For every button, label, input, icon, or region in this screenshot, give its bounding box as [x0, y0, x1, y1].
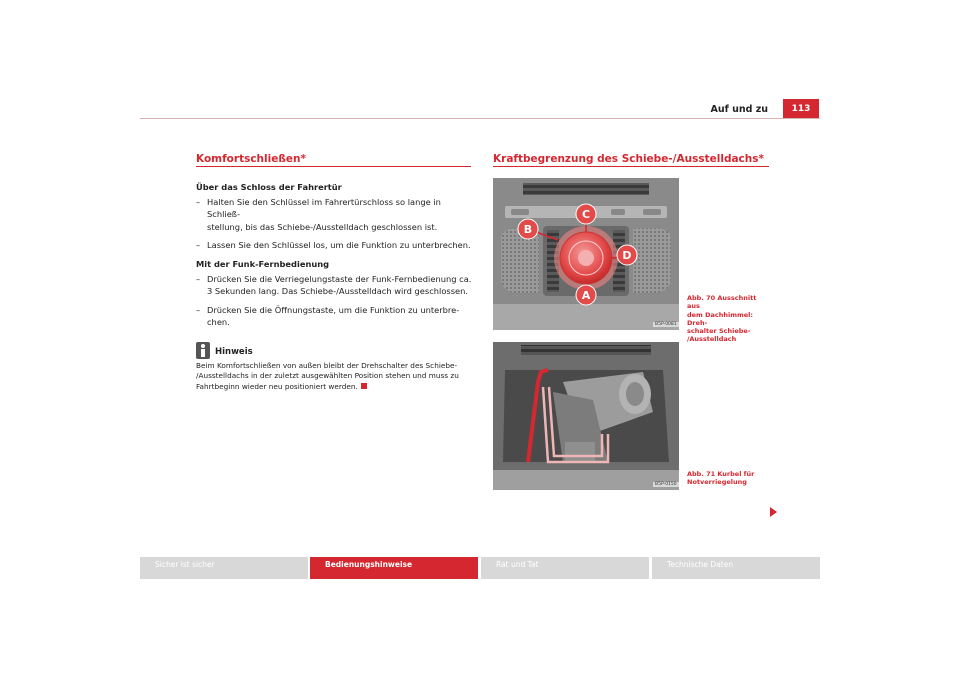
left-section-title: Komfortschließen* — [196, 153, 306, 165]
crank-illustration — [493, 342, 679, 490]
page-number: 113 — [783, 99, 819, 119]
left-column-text — [196, 181, 476, 392]
info-icon — [196, 342, 210, 359]
header-divider — [140, 118, 820, 119]
footer-tab-advice[interactable]: Rat und Tat — [481, 557, 649, 579]
next-page-arrow-icon[interactable] — [770, 507, 777, 517]
figure-emergency-crank — [493, 342, 679, 490]
list-item: – Lassen Sie den Schlüssel los, um die Funktion zu unterbrechen. — [196, 240, 471, 251]
footer-tab-technical-data[interactable]: Technische Daten — [652, 557, 820, 579]
subsection-heading-driver-lock: Über das Schloss der Fahrertür — [196, 182, 342, 192]
subsection-heading-remote: Mit der Funk-Fernbedienung — [196, 258, 330, 269]
note-title: Hinweis — [215, 347, 253, 358]
figure1-caption: Abb. 70 Ausschnitt aus dem Dachhimmel: Dreh- schalter Schiebe- /Ausstelldach — [687, 294, 757, 344]
figure-code: B5P-0150 — [655, 482, 677, 487]
list-item: – Drücken Sie die Verriegelungstaste der Funk-Fernbedienung ca. 3 Sekunden lang. Das Schiebe-/Ausstelldach wird geschlossen. — [196, 273, 472, 297]
label-d: D — [622, 249, 632, 262]
footer-tab-operation[interactable]: Bedienungshinweise — [310, 557, 478, 579]
label-a: A — [581, 289, 591, 302]
figure-roof-switch — [493, 178, 679, 330]
running-header-title: Auf und zu — [710, 104, 768, 115]
label-c: C — [581, 208, 591, 221]
footer-tab-safety[interactable]: Sicher ist sicher — [140, 557, 308, 579]
figure2-caption: Abb. 71 Kurbel für Notverriegelung — [687, 470, 755, 487]
figure-code: B5P-0081 — [655, 322, 677, 327]
label-b: B — [523, 223, 533, 236]
list-item: – Drücken Sie die Öffnungstaste, um die Funktion zu unterbre- chen. — [196, 304, 460, 328]
section-end-icon — [361, 383, 367, 389]
note-box — [196, 339, 476, 393]
roof-switch-illustration — [493, 178, 679, 330]
right-section-title: Kraftbegrenzung des Schiebe-/Ausstelldachs* — [493, 153, 764, 165]
right-section-rule — [493, 166, 769, 167]
list-item: – Halten Sie den Schlüssel im Fahrertürschloss so lange in Schließ- stellung, bis das Schiebe-/Ausstelldach geschlossen ist. — [196, 196, 441, 232]
left-section-rule — [196, 166, 471, 167]
note-text: Beim Komfortschließen von außen bleibt der Drehschalter des Schiebe- /Ausstelldachs in der zuletzt ausgewählten Position stehen und muss zu Fahrtbeginn wieder neu positioniert werden. — [196, 360, 459, 391]
